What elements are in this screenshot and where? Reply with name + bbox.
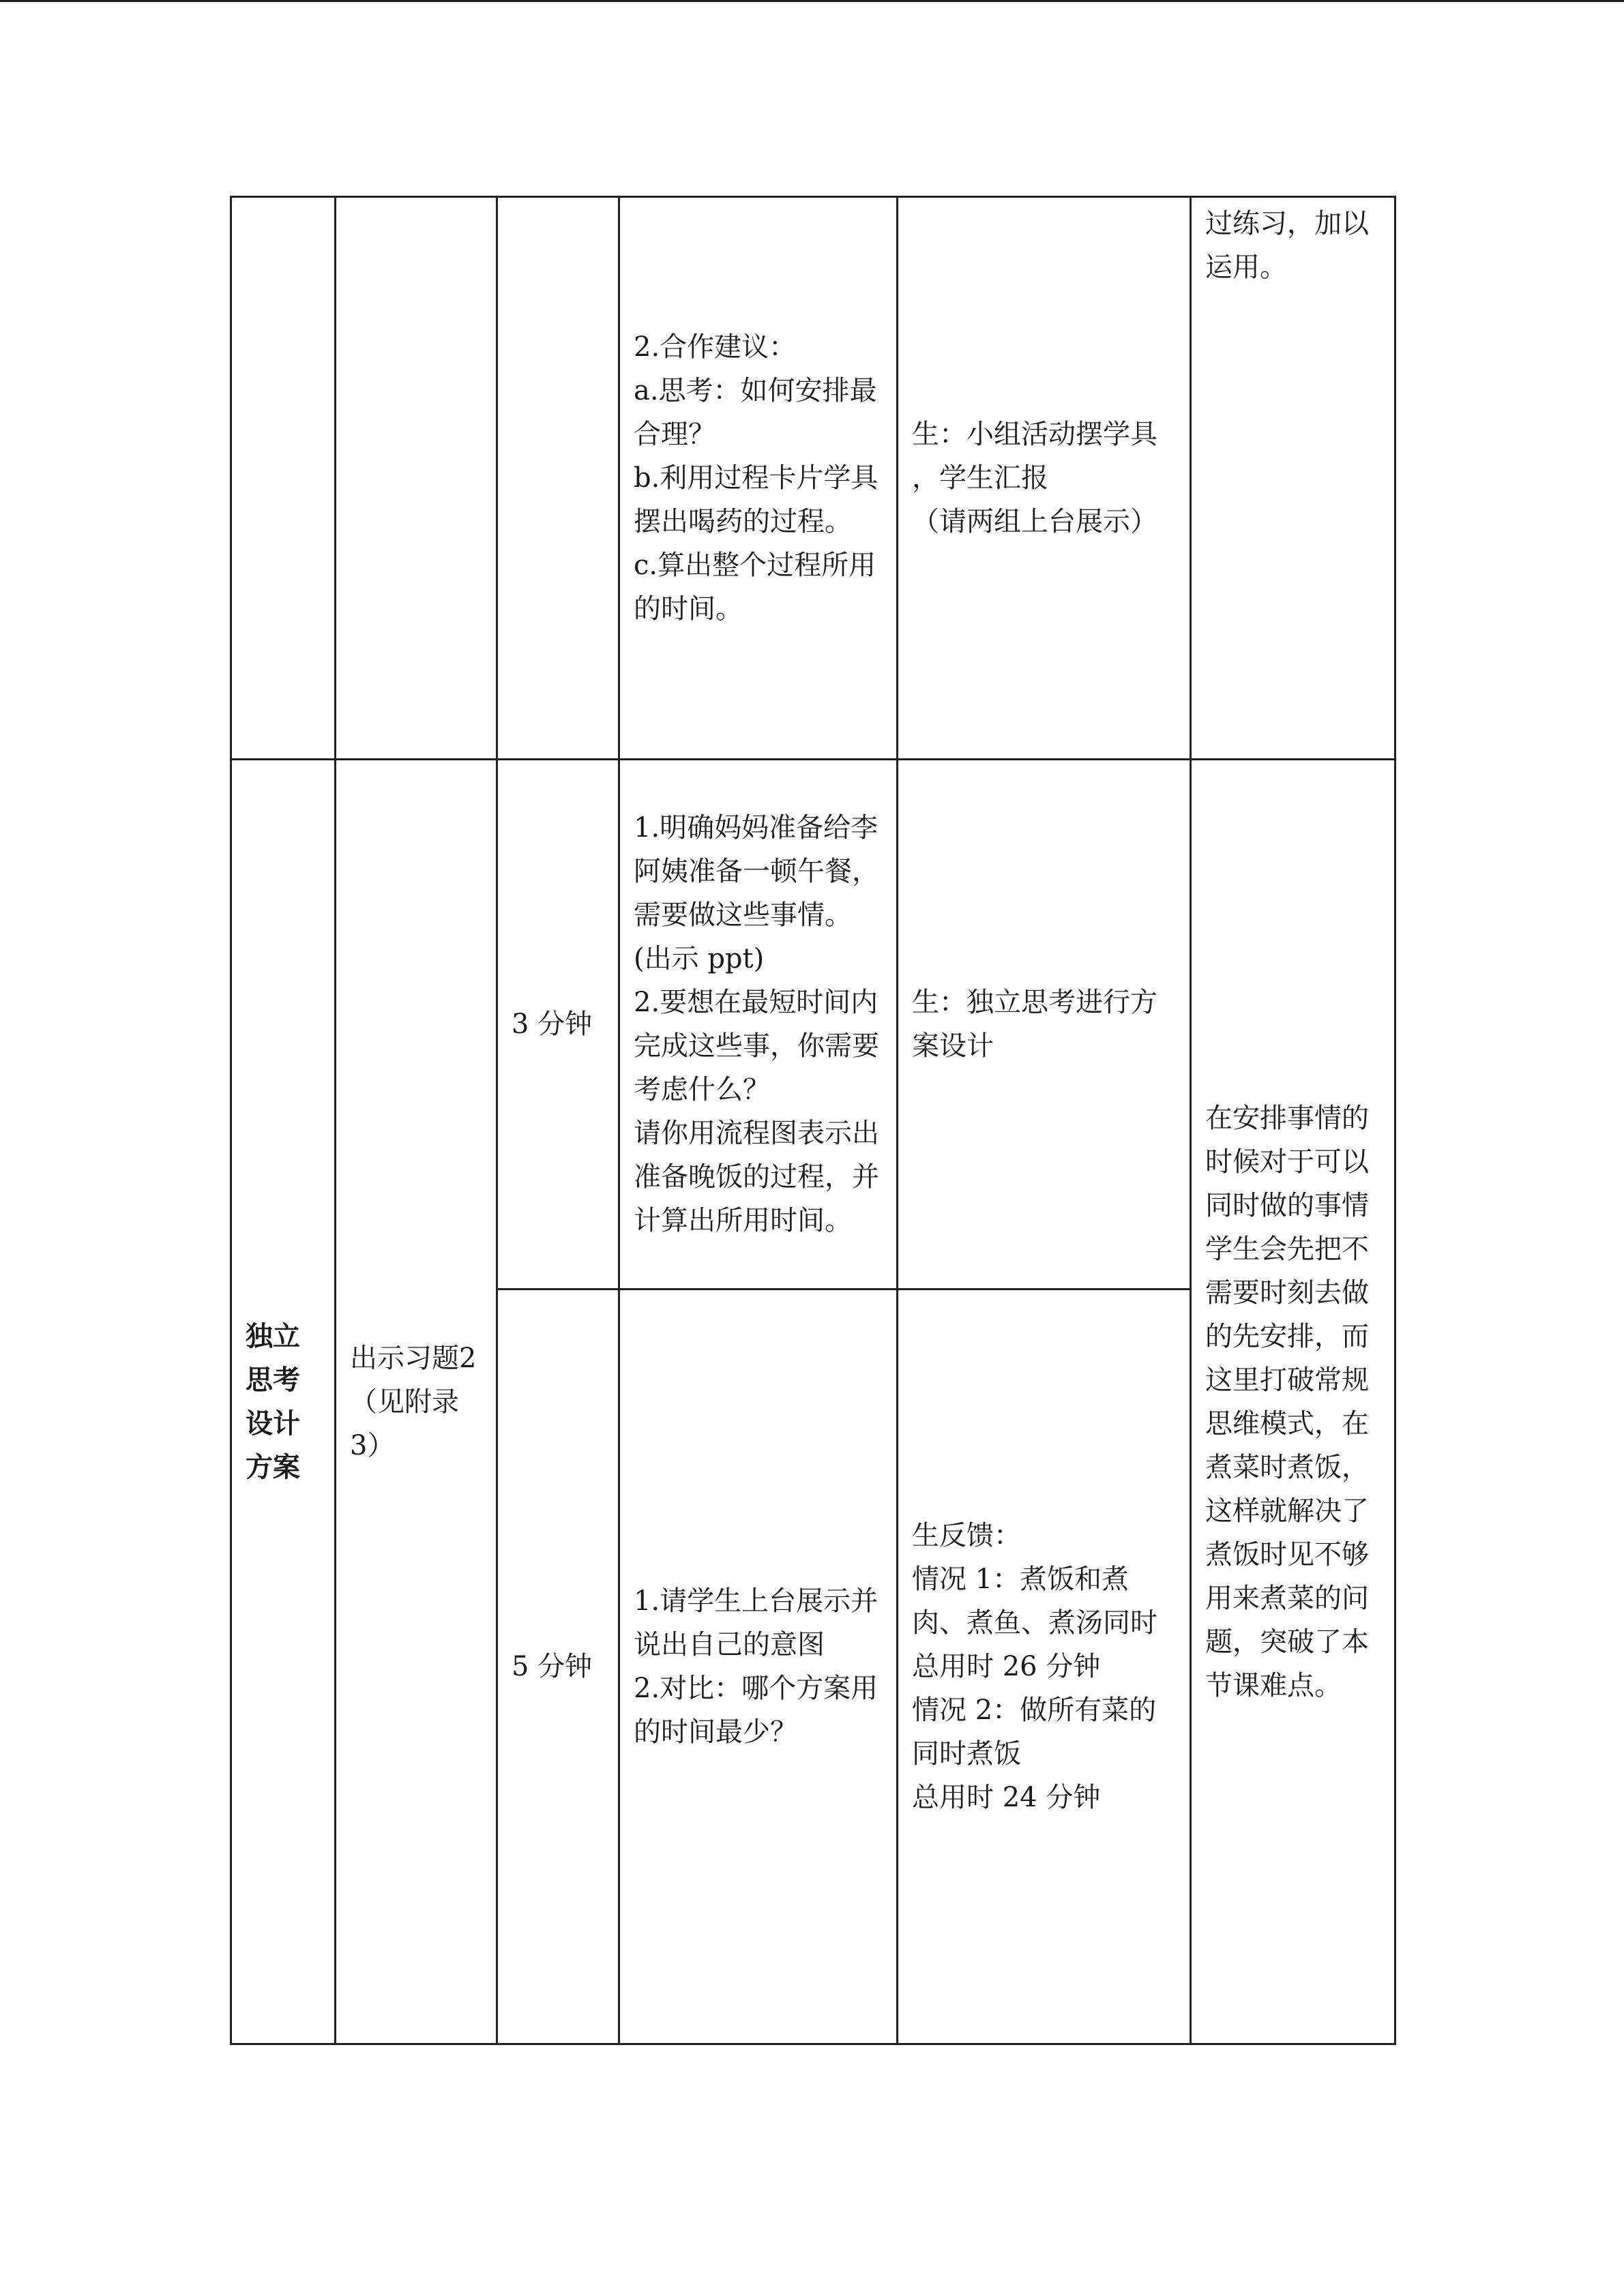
teacher-activity-cell: 2.合作建议： a.思考：如何安排最合理？ b.利用过程卡片学具摆出喝药的过程。 c.算出整个过程所用的时间。 (619, 197, 898, 760)
time-cell: 5 分钟 (497, 1289, 619, 2044)
student-activity-cell: 生：小组活动摆学具 ，学生汇报 （请两组上台展示） (898, 197, 1191, 760)
page-top-rule (0, 0, 1624, 2)
material-cell: 出示习题2（见附录3） (336, 760, 497, 2044)
table-row (231, 197, 1396, 760)
lesson-plan-table (230, 196, 1396, 2045)
material-cell (336, 197, 497, 760)
teacher-activity-cell: 1.请学生上台展示并说出自己的意图 2.对比：哪个方案用的时间最少？ (619, 1289, 898, 2044)
design-intent-cell: 在安排事情的时候对于可以同时做的事情学生会先把不需要时刻去做的先安排，而这里打破常规思维模式，在煮菜时煮饭，这样就解决了煮饭时见不够用来煮菜的问题，突破了本节课难点。 (1191, 760, 1396, 2044)
stage-cell: 独立思考设计方案 (231, 760, 336, 2044)
stage-cell (231, 197, 336, 760)
student-activity-cell: 生反馈： 情况 1：煮饭和煮肉、煮鱼、煮汤同时 总用时 26 分钟 情况 2：做所有菜的同时煮饭 总用时 24 分钟 (898, 1289, 1191, 2044)
table-row (231, 760, 1396, 1289)
time-cell (497, 197, 619, 760)
design-intent-cell: 过练习，加以运用。 (1191, 197, 1396, 760)
time-cell: 3 分钟 (497, 760, 619, 1289)
student-activity-cell: 生：独立思考进行方案设计 (898, 760, 1191, 1289)
teacher-activity-cell: 1.明确妈妈准备给李阿姨准备一顿午餐，需要做这些事情。(出示 ppt) 2.要想在最短时间内完成这些事，你需要考虑什么？ 请你用流程图表示出准备晚饭的过程，并计算出所用时间。 (619, 760, 898, 1289)
